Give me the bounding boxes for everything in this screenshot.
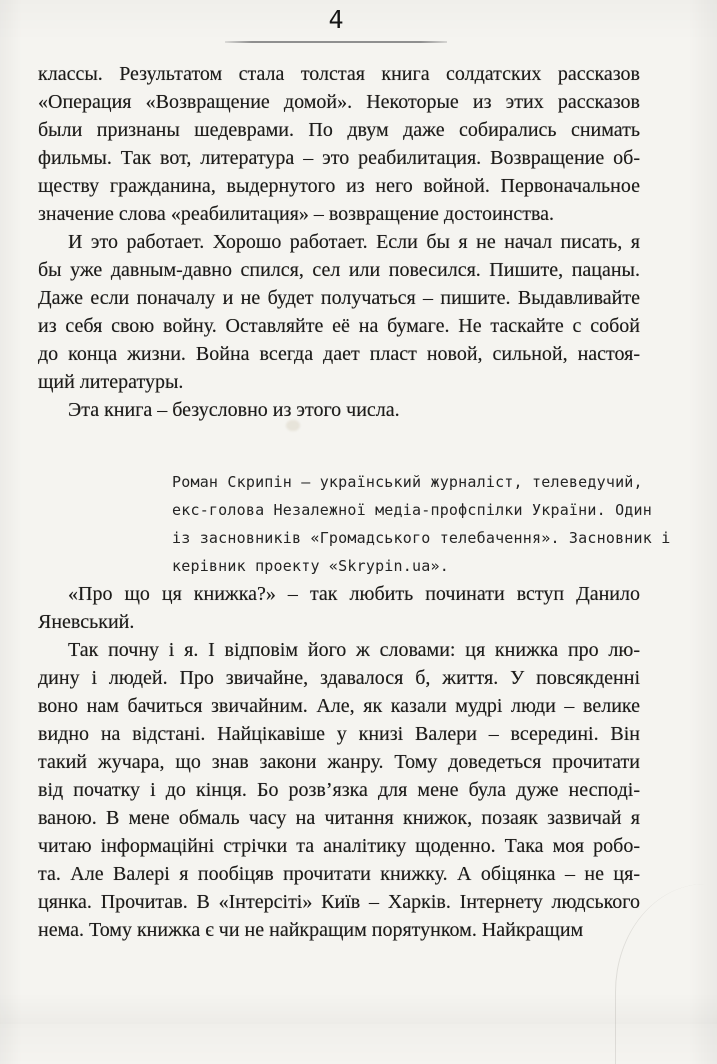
text-line: такий жучара, що знав закони жанру. Тому доведеться прочитати xyxy=(38,751,640,773)
text-line: классы. Результатом стала толстая книга солдатских рассказов xyxy=(38,63,640,85)
text-line: из себя свою войну. Оставляйте её на бумаге. Не таскайте с собой xyxy=(38,315,640,337)
text-line: бы уже давным-давно спился, сел или повесился. Пишите, пацаны. xyxy=(38,259,640,281)
text-line: ществу гражданина, выдернутого из него войной. Первоначальное xyxy=(38,175,640,197)
text-line: И это работает. Хорошо работает. Если бы я не начал писать, я xyxy=(68,231,640,253)
text-line: фильмы. Так вот, литература – это реабилитация. Возвращение об- xyxy=(38,147,640,169)
text-line: Яневський. xyxy=(38,611,135,633)
paragraph xyxy=(38,636,640,944)
text-line: видно на відстані. Найцікавіше у книзі Валери – всередині. Він xyxy=(38,723,640,745)
page-text xyxy=(38,60,671,944)
paper-blemish xyxy=(286,420,300,431)
text-line: Даже если поначалу и не будет получаться – пишите. Выдавливайте xyxy=(38,287,640,309)
text-line: щий литературы. xyxy=(38,371,184,393)
text-line: цянка. Прочитав. В «Інтерсіті» Київ – Харків. Інтернету людського xyxy=(38,891,640,913)
text-line: воно нам бачиться звичайним. Але, як казали мудрі люди – велике xyxy=(38,695,640,717)
attribution-line: керівник проекту «Skrypin.ua». xyxy=(172,557,449,575)
attribution-line: із засновників «Громадського телебачення». Засновник і xyxy=(172,529,671,547)
paragraph xyxy=(38,396,640,424)
text-line: были признаны шедеврами. По двум даже собирались снимать xyxy=(38,119,640,141)
text-line: «Про що ця книжка?» – так любить починати вступ Данило xyxy=(68,583,640,605)
text-line: «Операция «Возвращение домой». Некоторые из этих рассказов xyxy=(38,91,640,113)
text-line: читаю інформаційні стрічки та аналітику щоденно. Така моя робо- xyxy=(38,835,640,857)
header-rule xyxy=(225,41,447,43)
attribution-block xyxy=(172,468,671,580)
page-header xyxy=(0,0,717,43)
page-number: 4 xyxy=(328,5,344,34)
text-line: ваною. В мене обмаль часу на читання книжок, позаяк зазвичай я xyxy=(38,807,640,829)
text-line: дину і людей. Про звичайне, здавалося б, життя. У повсякденні xyxy=(38,667,640,689)
text-line: Так почну і я. І відповім його ж словами: ця книжка про лю- xyxy=(68,639,640,661)
paragraph xyxy=(38,580,640,636)
text-line: Эта книга – безусловно из этого числа. xyxy=(68,399,400,421)
text-line: та. Але Валері я пообіцяв прочитати книжку. А обіцянка – не ця- xyxy=(38,863,640,885)
paragraph xyxy=(38,60,640,228)
text-line: нема. Тому книжка є чи не найкращим порятунком. Найкращим xyxy=(38,919,584,941)
attribution-line: екс-голова Незалежної медіа-профспілки України. Один xyxy=(172,501,652,519)
text-line: до конца жизни. Война всегда дает пласт новой, сильной, настоя- xyxy=(38,343,640,365)
attribution-line: Роман Скрипін – український журналіст, телеведучий, xyxy=(172,473,643,491)
text-line: значение слова «реабилитация» – возвращение достоинства. xyxy=(38,203,555,225)
text-line: від початку і до кінця. Бо розв’язка для мене була дуже несподі- xyxy=(38,779,640,801)
paragraph xyxy=(38,228,640,396)
